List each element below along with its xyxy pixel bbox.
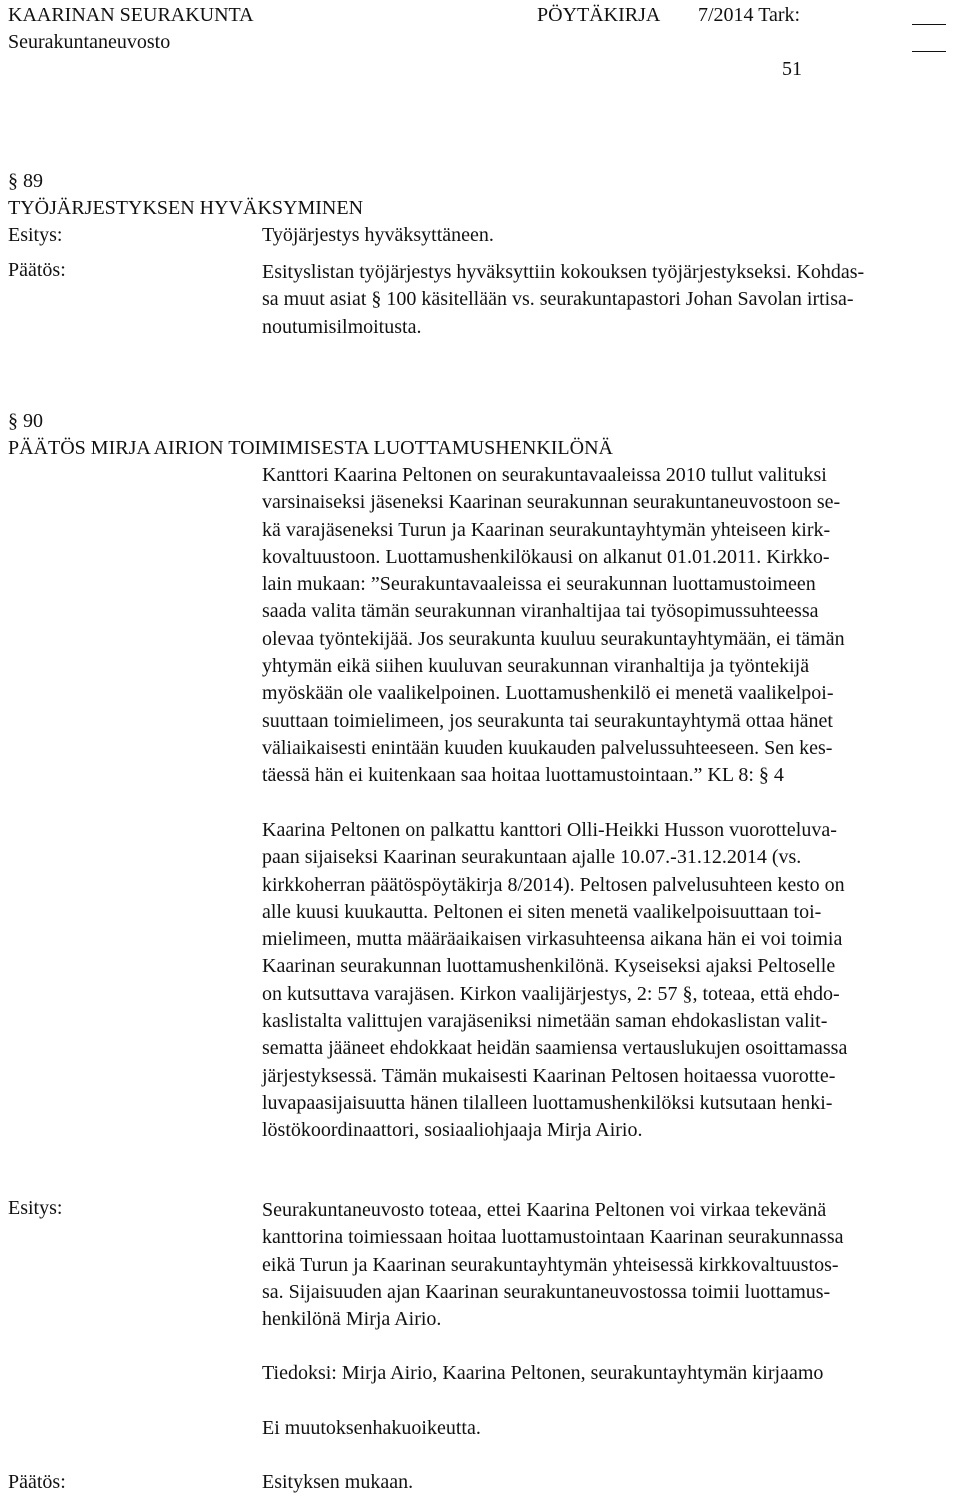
- section-89-esitys-label: Esitys:: [8, 224, 63, 246]
- text-line: paan sijaiseksi Kaarinan seurakuntaan ajalle 10.07.-31.12.2014 (vs.: [262, 846, 802, 869]
- text-line: järjestyksessä. Tämän mukaisesti Kaarinan Peltosen hoitaessa vuorotte-: [262, 1064, 836, 1087]
- text-line: Esityslistan työjärjestys hyväksyttiin kokouksen työjärjestykseksi. Kohdas-: [262, 261, 865, 283]
- text-line: Kaarina Peltonen on palkattu kanttori Olli-Heikki Husson vuorotteluva-: [262, 819, 837, 841]
- section-90-paragraph-1: [262, 462, 957, 790]
- text-line: kä varajäseneksi Turun ja Kaarinan seurakuntayhtymän yhteiseen kirk-: [262, 518, 831, 541]
- text-line: henkilönä Mirja Airio.: [262, 1308, 442, 1331]
- tiedoksi-line: Tiedoksi: Mirja Airio, Kaarina Peltonen, seurakuntayhtymän kirjaamo: [262, 1362, 824, 1384]
- header-underline-1: [912, 10, 946, 25]
- text-line: mielimeen, mutta määräaikaisen virkasuhteensa aikana hän ei voi toimia: [262, 928, 843, 951]
- text-line: sa muut asiat § 100 käsitellään vs. seurakuntapastori Johan Savolan irtisa-: [262, 288, 854, 311]
- text-line: alle kuusi kuukautta. Peltonen ei siten menetä vaalikelpoisuuttaan toi-: [262, 900, 822, 923]
- page-number: 51: [782, 58, 802, 80]
- section-89-esitys-text: Työjärjestys hyväksyttäneen.: [262, 224, 494, 246]
- text-line: lain mukaan: ”Seurakuntavaaleissa ei seurakunnan luottamustoimeen: [262, 573, 816, 596]
- text-line: yhtymän eikä siihen kuuluvan seurakunnan viranhaltija ja työntekijä: [262, 655, 810, 678]
- text-line: luvapaasijaisuutta hänen tilalleen luottamushenkilöksi kutsutaan henki-: [262, 1091, 833, 1114]
- section-89-title: TYÖJÄRJESTYKSEN HYVÄKSYMINEN: [8, 197, 364, 219]
- text-line: kanttorina toimiessaan hoitaa luottamustointaan Kaarinan seurakunnassa: [262, 1226, 844, 1249]
- text-line: myöskään ole vaalikelpoinen. Luottamushenkilö ei menetä vaalikelpoi-: [262, 682, 834, 705]
- text-line: kaslistalta valittujen varajäseniksi nimetään saman ehdokaslistan valit-: [262, 1010, 828, 1033]
- text-line: löstökoordinaattori, sosiaaliohjaaja Mirja Airio.: [262, 1119, 643, 1142]
- text-line: eikä Turun ja Kaarinan seurakuntayhtymän yhteisessä kirkkovaltuustos-: [262, 1253, 839, 1276]
- section-89-number: § 89: [8, 170, 43, 192]
- ei-muutoksenhakuoikeutta: Ei muutoksenhakuoikeutta.: [262, 1417, 481, 1439]
- text-line: saada valita tämän seurakunnan viranhaltijaa tai työsopimussuhteessa: [262, 600, 819, 623]
- header-body: Seurakuntaneuvosto: [8, 31, 171, 53]
- text-line: varsinaiseksi jäseneksi Kaarinan seurakunnan seurakuntaneuvostoon se-: [262, 491, 841, 514]
- text-line: kovaltuustoon. Luottamushenkilökausi on alkanut 01.01.2011. Kirkko-: [262, 545, 830, 568]
- text-line: täessä hän ei kuitenkaan saa hoitaa luottamustointaan.” KL 8: § 4: [262, 764, 784, 787]
- text-line: suuttaan toimielimeen, jos seurakunta tai seurakuntayhtymä ottaa hänet: [262, 709, 833, 732]
- section-90-esitys-text: [262, 1197, 957, 1333]
- text-line: noutumisilmoitusta.: [262, 315, 422, 338]
- section-90-esitys-label: Esitys:: [8, 1197, 63, 1219]
- text-line: sa. Sijaisuuden ajan Kaarinan seurakuntaneuvostossa toimii luottamus-: [262, 1280, 831, 1303]
- section-89-paatos-label: Päätös:: [8, 259, 66, 281]
- header-org: KAARINAN SEURAKUNTA: [8, 4, 254, 26]
- header-number: 7/2014 Tark:: [698, 4, 801, 26]
- section-90-paragraph-2: [262, 817, 957, 1145]
- section-90-number: § 90: [8, 410, 43, 432]
- text-line: Kaarinan seurakunnan luottamushenkilönä. Kyseiseksi ajaksi Peltoselle: [262, 955, 836, 978]
- header-underline-2: [912, 37, 946, 52]
- text-line: kirkkoherran päätöspöytäkirja 8/2014). Peltosen palvelusuhteen kesto on: [262, 873, 845, 896]
- text-line: väliaikaisesti enintään kuuden kuukauden palvelussuhteeseen. Sen kes-: [262, 736, 833, 759]
- text-line: Seurakuntaneuvosto toteaa, ettei Kaarina Peltonen voi virkaa tekevänä: [262, 1199, 827, 1221]
- header-doc-type: PÖYTÄKIRJA: [537, 4, 661, 26]
- text-line: sematta jääneet ehdokkaat heidän saamiensa vertauslukujen osoittamassa: [262, 1037, 848, 1060]
- section-90-title: PÄÄTÖS MIRJA AIRION TOIMIMISESTA LUOTTAMUSHENKILÖNÄ: [8, 437, 613, 459]
- section-90-paatos-label: Päätös:: [8, 1471, 66, 1493]
- section-90-paatos-text: Esityksen mukaan.: [262, 1471, 414, 1493]
- text-line: olevaa työntekijää. Jos seurakunta kuuluu seurakuntayhtymään, ei tämän: [262, 627, 845, 650]
- section-89-paatos-text: [262, 259, 957, 341]
- text-line: on kutsuttava varajäsen. Kirkon vaalijärjestys, 2: 57 §, toteaa, että ehdo-: [262, 982, 840, 1005]
- text-line: Kanttori Kaarina Peltonen on seurakuntavaaleissa 2010 tullut valituksi: [262, 464, 827, 486]
